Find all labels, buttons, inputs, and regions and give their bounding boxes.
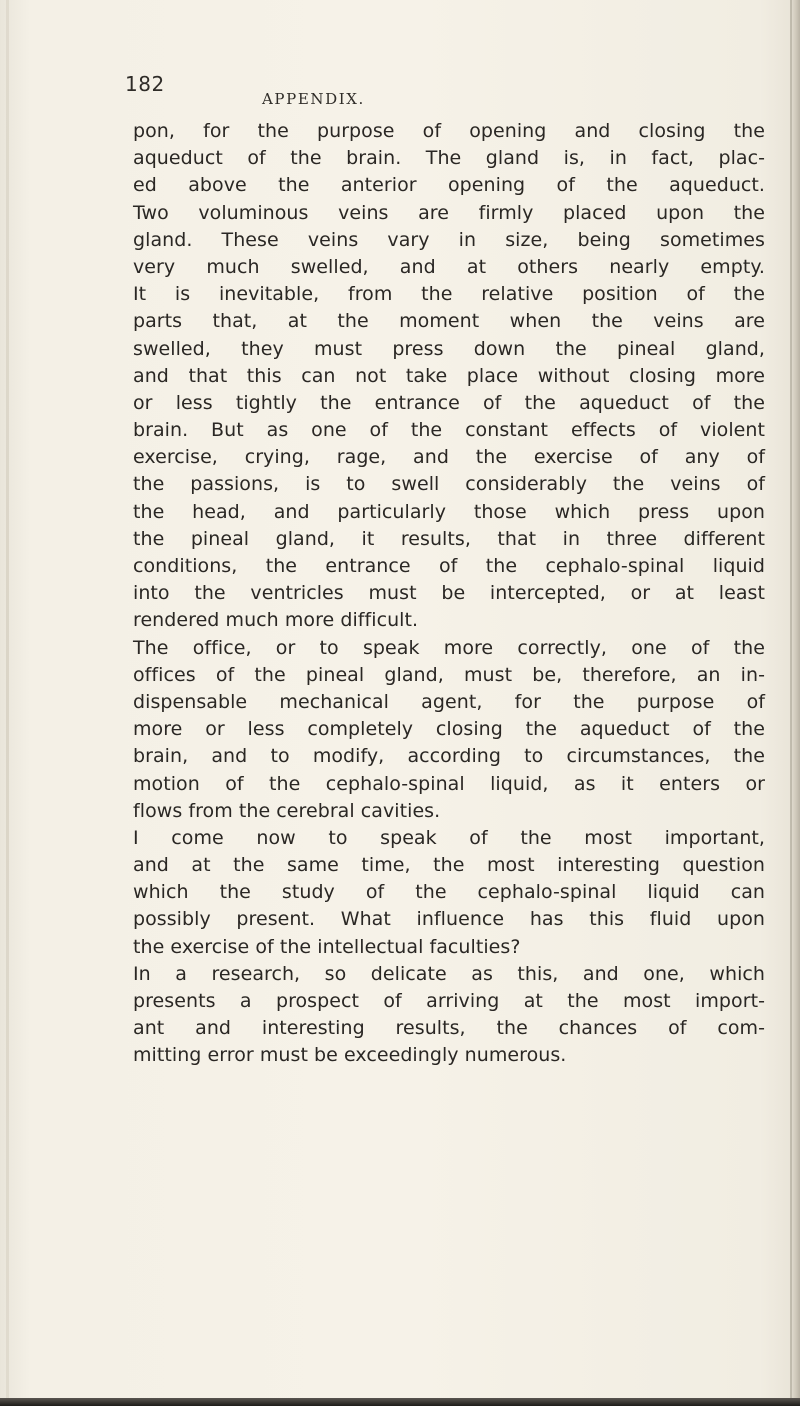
text-line: or less tightly the entrance of the aqueduct of the: [133, 391, 765, 414]
text-line: pon, for the purpose of opening and closing the: [133, 120, 765, 142]
text-line: conditions, the entrance of the cephalo-spinal liquid: [133, 555, 765, 577]
text-line: presents a prospect of arriving at the most import-: [133, 990, 765, 1012]
text-line: and at the same time, the most interesting question: [133, 854, 765, 877]
text-line: flows from the cerebral cavities.: [133, 799, 441, 822]
text-line: brain, and to modify, according to circumstances, the: [133, 745, 765, 768]
text-line: gland. These veins vary in size, being sometimes: [133, 228, 765, 251]
text-line: The office, or to speak more correctly, one of the: [133, 636, 765, 659]
text-line: mitting error must be exceedingly numerous.: [133, 1044, 567, 1067]
page-number: 182: [125, 72, 165, 96]
scan-bottom-edge: [0, 1398, 800, 1406]
body-text: [133, 118, 773, 1070]
text-line: the pineal gland, it results, that in three different: [133, 527, 765, 550]
text-line: more or less completely closing the aqueduct of the: [133, 718, 765, 741]
text-line: aqueduct of the brain. The gland is, in fact, plac-: [133, 147, 765, 170]
text-line: swelled, they must press down the pineal gland,: [133, 337, 765, 360]
text-line: the head, and particularly those which press upon: [133, 500, 765, 523]
running-head: APPENDIX.: [262, 90, 365, 108]
gutter-shadow: [6, 0, 9, 1406]
text-line: parts that, at the moment when the veins are: [133, 310, 765, 333]
text-line: and that this can not take place without closing more: [133, 364, 765, 387]
text-line: into the ventricles must be intercepted, or at least: [133, 582, 765, 605]
text-line: exercise, crying, rage, and the exercise of any of: [133, 446, 765, 469]
text-line: In a research, so delicate as this, and one, which: [133, 962, 765, 985]
text-line: ed above the anterior opening of the aqueduct.: [133, 174, 765, 197]
text-line: Two voluminous veins are firmly placed upon the: [133, 201, 765, 224]
text-line: dispensable mechanical agent, for the purpose of: [133, 690, 765, 713]
text-line: brain. But as one of the constant effects of violent: [133, 419, 765, 442]
text-line: possibly present. What influence has this fluid upon: [133, 908, 765, 931]
text-line: which the study of the cephalo-spinal liquid can: [133, 881, 765, 904]
text-line: It is inevitable, from the relative position of the: [133, 283, 765, 306]
text-line: ant and interesting results, the chances of com-: [133, 1017, 765, 1040]
text-line: I come now to speak of the most important,: [133, 826, 765, 849]
page-edge-line: [790, 0, 792, 1406]
text-line: the exercise of the intellectual faculties?: [133, 935, 521, 958]
text-line: rendered much more difficult.: [133, 609, 419, 632]
text-line: the passions, is to swell considerably the veins of: [133, 473, 765, 496]
text-line: very much swelled, and at others nearly empty.: [133, 255, 765, 278]
text-line: offices of the pineal gland, must be, therefore, an in-: [133, 663, 765, 686]
text-line: motion of the cephalo-spinal liquid, as it enters or: [133, 772, 765, 795]
